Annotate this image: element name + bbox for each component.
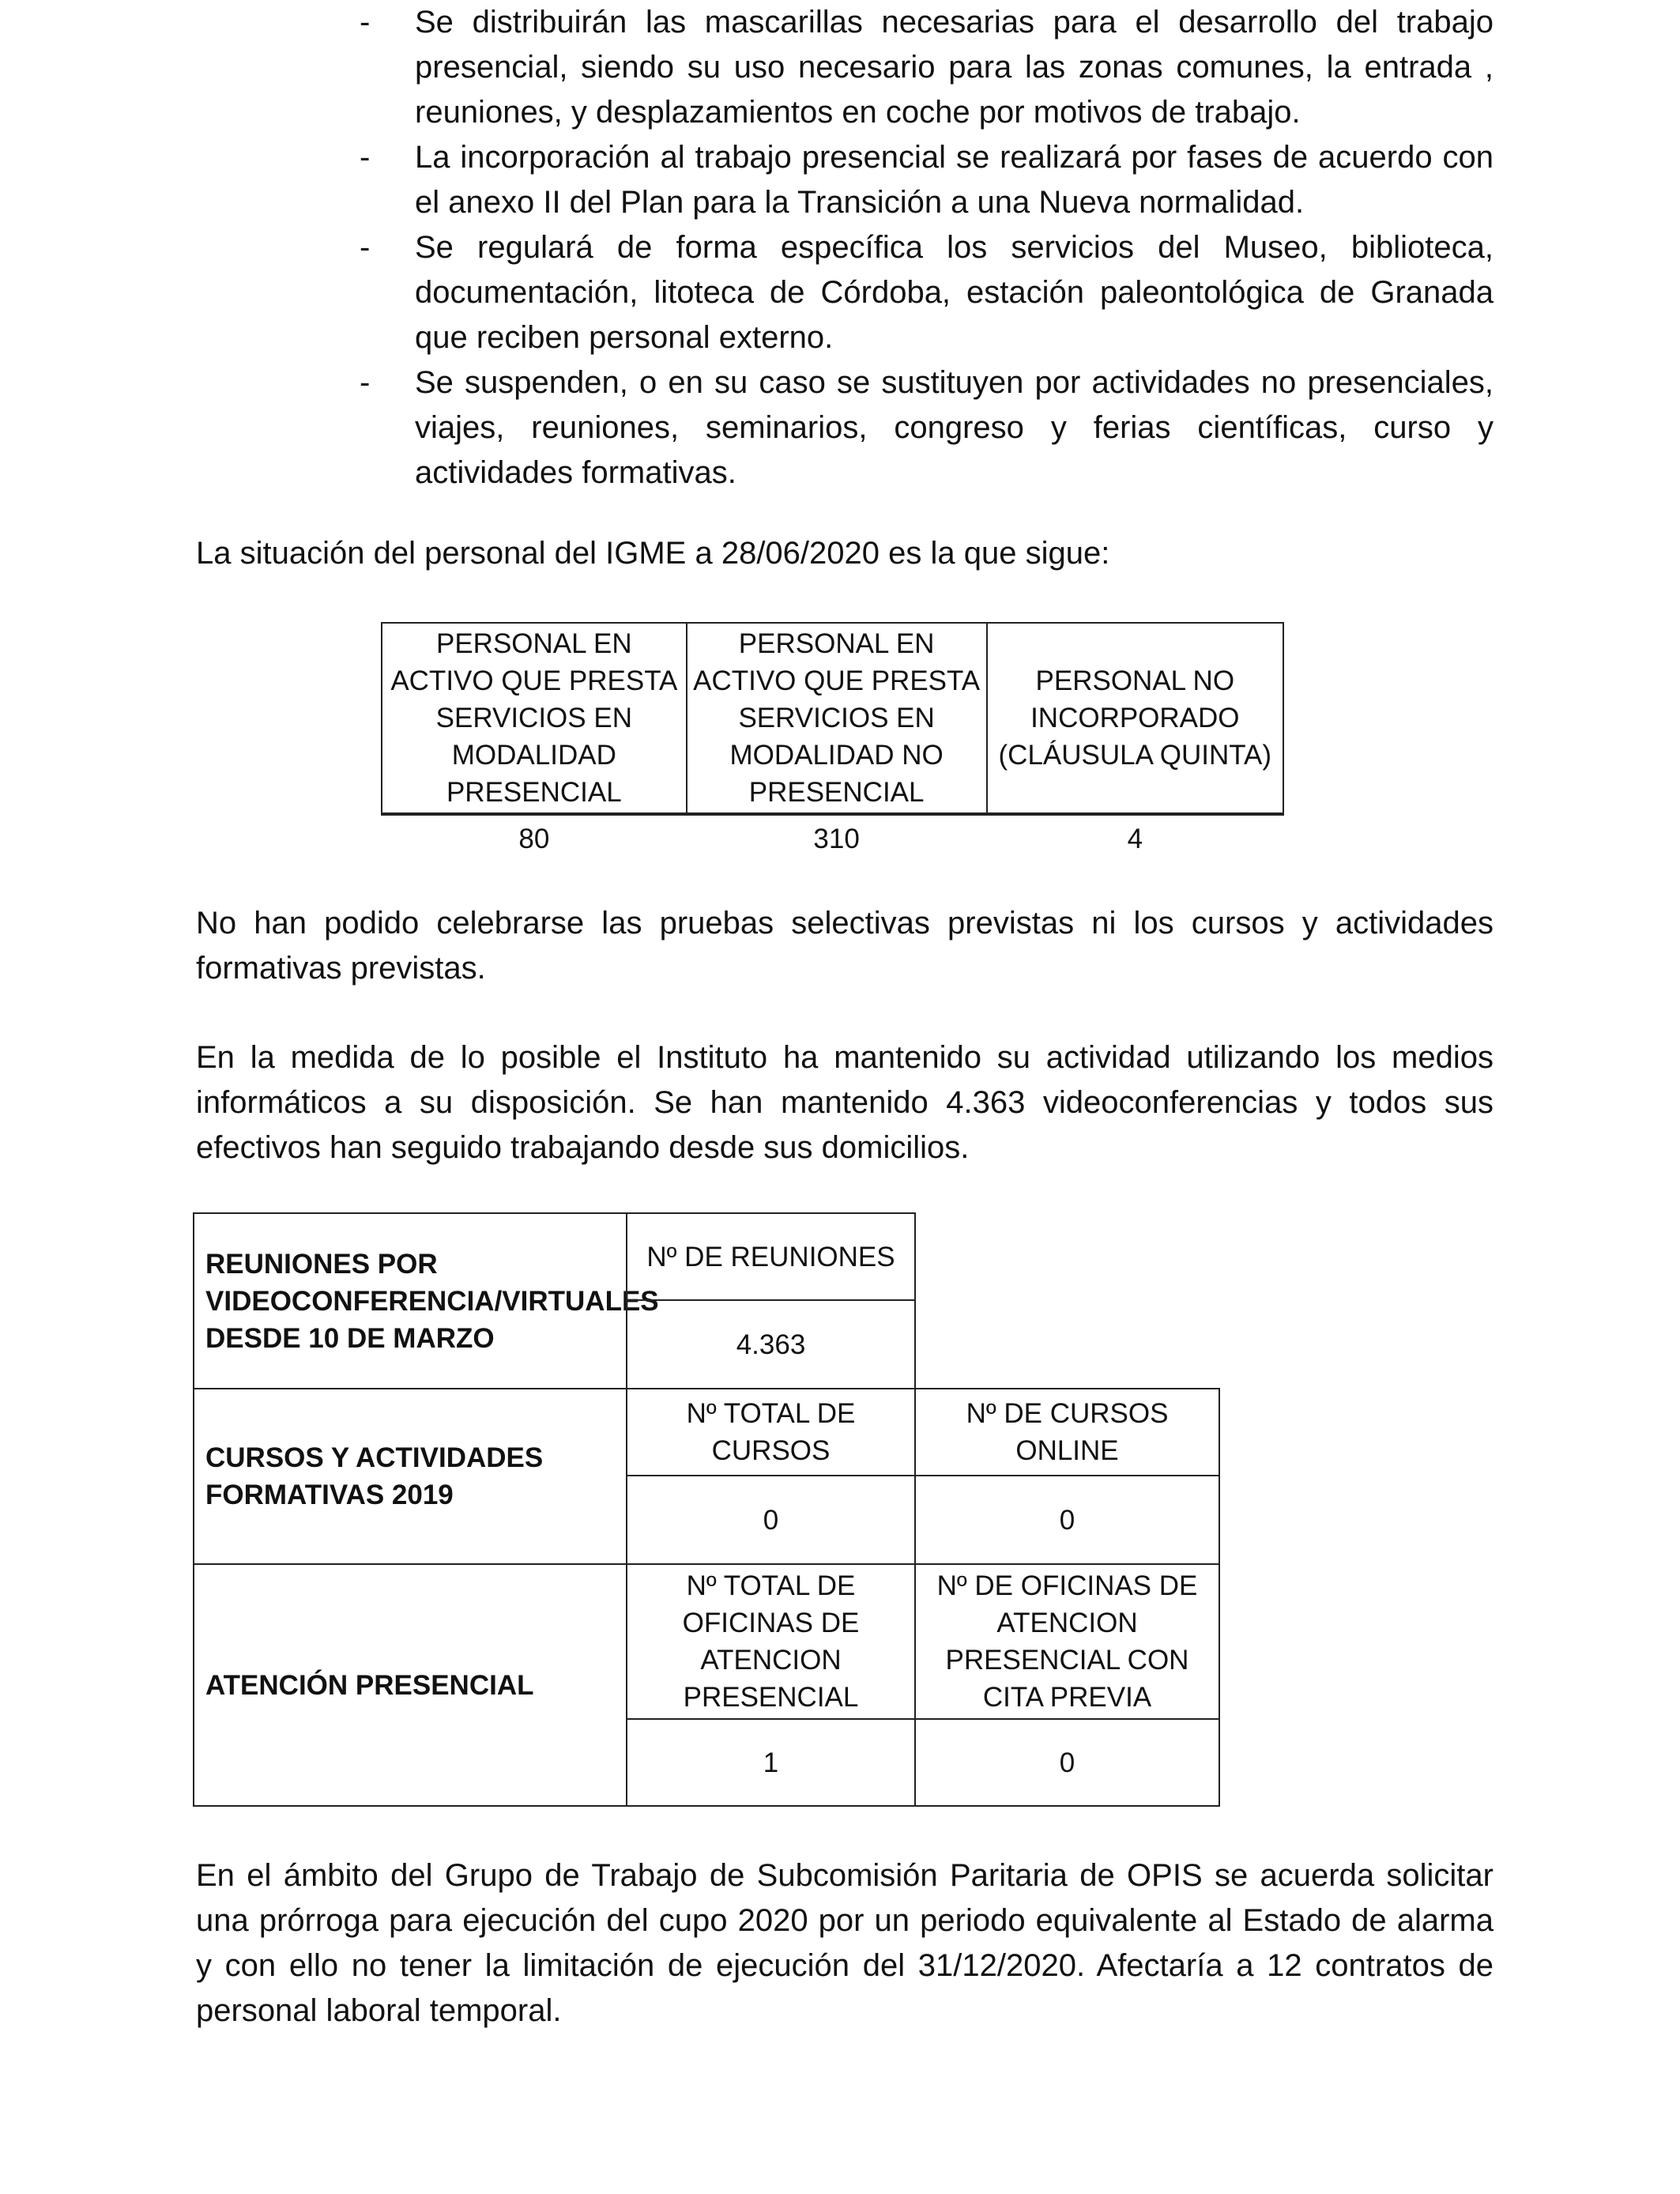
reuniones-label-text: REUNIONES POR VIDEOCONFERENCIA/VIRTUALES DESDE 10 DE MARZO (205, 1248, 659, 1354)
atencion-header-total (626, 1563, 916, 1720)
list-item-text: La incorporación al trabajo presencial se realizará por fases de acuerdo con el anexo II del Plan para la Transición a una Nueva normalidad. (415, 140, 1494, 220)
staff-header-no-incorporado: PERSONAL NO INCORPORADO (CLÁUSULA QUINTA) (987, 623, 1283, 814)
cursos-value-total (626, 1475, 916, 1565)
staff-intro: La situación del personal del IGME a 28/06/2020 es la que sigue: (196, 536, 1110, 571)
para-medida: En la medida de lo posible el Instituto ha mantenido su actividad utilizando los medios informáticos a su disposición. Se han mantenido 4.363 videoconferencias y todos sus efectivos han seguido trabajando desde sus domicilios. (196, 1040, 1494, 1165)
cursos-label (193, 1388, 627, 1565)
atencion-value-cita-text: 0 (1059, 1747, 1075, 1778)
staff-value-presencial: 80 (518, 824, 550, 854)
atencion-value-cita (914, 1718, 1220, 1807)
measures-list (360, 0, 1494, 496)
cursos-value-online-text: 0 (1059, 1504, 1075, 1536)
reuniones-value-text: 4.363 (736, 1329, 806, 1360)
reuniones-value (626, 1299, 916, 1389)
bullet-dash: - (360, 230, 371, 265)
cursos-header-online (914, 1388, 1220, 1476)
atencion-label-text: ATENCIÓN PRESENCIAL (205, 1669, 534, 1701)
list-item-text: Se distribuirán las mascarillas necesarias para el desarrollo del trabajo presencial, siendo su uso necesario para las zonas comunes, la entrada , reuniones, y desplazamientos en coche por motivos de trabajo. (415, 5, 1494, 130)
bullet-dash: - (360, 365, 371, 400)
list-item (360, 0, 1494, 135)
staff-value-no-presencial: 310 (813, 824, 860, 854)
staff-header-presencial: PERSONAL EN ACTIVO QUE PRESTA SERVICIOS EN MODALIDAD PRESENCIAL (382, 623, 687, 814)
staff-table (381, 622, 1284, 862)
list-item-text: Se suspenden, o en su caso se sustituyen por actividades no presenciales, viajes, reuniones, seminarios, congreso y ferias científicas, curso y actividades formativas. (415, 365, 1494, 490)
atencion-value-total-text: 1 (763, 1747, 779, 1778)
atencion-header-cita-text: Nº DE OFICINAS DE ATENCION PRESENCIAL CON CITA PREVIA (936, 1570, 1198, 1713)
list-item-text: Se regulará de forma específica los servicios del Museo, biblioteca, documentación, litoteca de Córdoba, estación paleontológica de Granada que reciben personal externo. (415, 230, 1494, 355)
para-pruebas: No han podido celebrarse las pruebas selectivas previstas ni los cursos y actividades formativas previstas. (196, 906, 1494, 986)
cursos-value-online (914, 1475, 1220, 1565)
reuniones-header-text: Nº DE REUNIONES (646, 1241, 895, 1272)
reuniones-label (193, 1212, 659, 1389)
cursos-label-text: CURSOS Y ACTIVIDADES FORMATIVAS 2019 (205, 1442, 544, 1510)
atencion-label (193, 1563, 627, 1807)
cursos-value-total-text: 0 (763, 1504, 779, 1536)
atencion-header-total-text: Nº TOTAL DE OFICINAS DE ATENCION PRESENCIAL (682, 1570, 860, 1713)
activity-table (193, 1212, 1220, 1807)
cursos-header-total (626, 1388, 916, 1476)
cursos-header-total-text: Nº TOTAL DE CURSOS (686, 1398, 856, 1466)
list-item (360, 225, 1494, 360)
reuniones-header (626, 1212, 916, 1301)
list-item (360, 360, 1494, 496)
list-item (360, 135, 1494, 225)
cursos-header-online-text: Nº DE CURSOS ONLINE (966, 1398, 1169, 1466)
bullet-dash: - (360, 5, 371, 40)
atencion-header-cita (914, 1563, 1220, 1720)
atencion-value-total (626, 1718, 916, 1807)
staff-value-no-incorporado: 4 (1127, 824, 1143, 854)
bullet-dash: - (360, 140, 371, 175)
staff-header-no-presencial: PERSONAL EN ACTIVO QUE PRESTA SERVICIOS EN MODALIDAD NO PRESENCIAL (687, 623, 987, 814)
para-opis: En el ámbito del Grupo de Trabajo de Subcomisión Paritaria de OPIS se acuerda solicitar una prórroga para ejecución del cupo 2020 por un periodo equivalente al Estado de alarma y con ello no tener la limitación de ejecución del 31/12/2020. Afectaría a 12 contratos de personal laboral temporal. (196, 1858, 1494, 2028)
